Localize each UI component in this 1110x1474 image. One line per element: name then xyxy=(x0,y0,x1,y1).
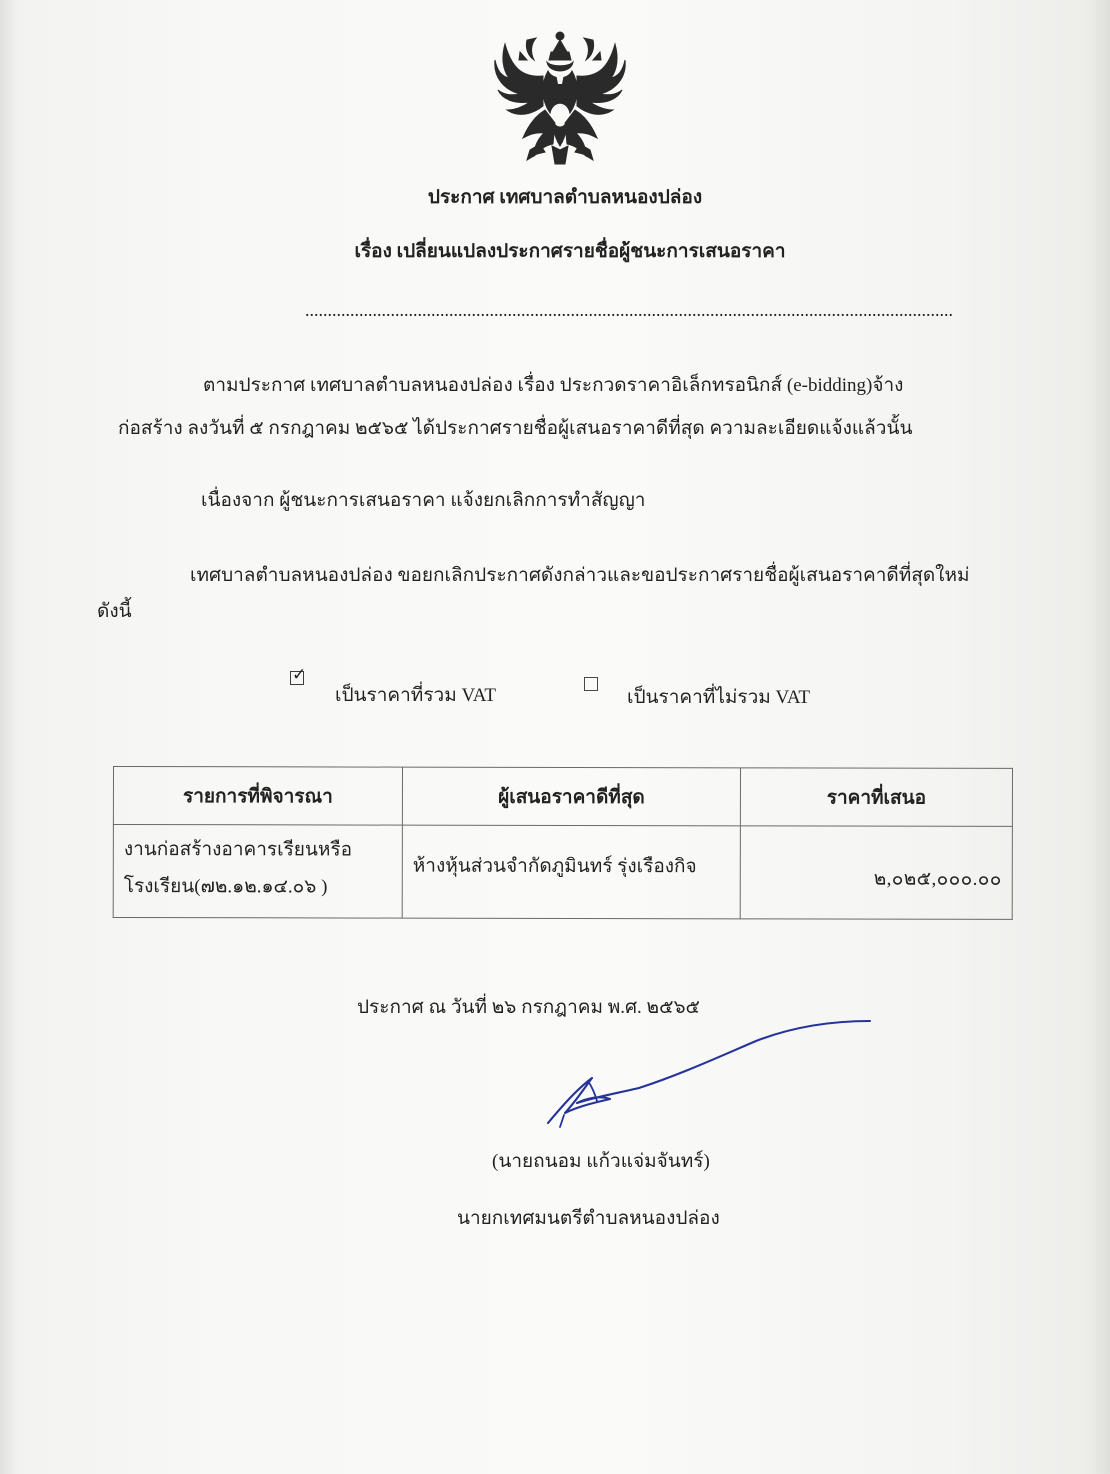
header-best-bidder: ผู้เสนอราคาดีที่สุด xyxy=(402,767,740,826)
signer-title: นายกเทศมนตรีตำบลหนองปล่อง xyxy=(457,1208,720,1229)
table-row xyxy=(113,825,1012,920)
best-bidder-cell xyxy=(402,825,740,919)
signature-icon xyxy=(540,1017,874,1132)
announcement-date: ประกาศ ณ วันที่ ๒๖ กรกฎาคม พ.ศ. ๒๕๖๕ xyxy=(357,997,700,1018)
paragraph-new-announcement-line-2: ดังนี้ xyxy=(97,601,132,622)
paragraph-reference-line-1: ตามประกาศ เทศบาลตำบลหนองปล่อง เรื่อง ประกวดราคาอิเล็กทรอนิกส์ (e-bidding)จ้าง xyxy=(203,375,904,396)
announcement-subject: เรื่อง เปลี่ยนแปลงประกาศรายชื่อผู้ชนะการเสนอราคา xyxy=(354,241,786,262)
considered-item-line-1: งานก่อสร้างอาคารเรียนหรือ xyxy=(123,839,353,861)
dotted-separator: ................................................................................................................................................ xyxy=(305,300,953,320)
header-offered-price: ราคาที่เสนอ xyxy=(740,768,1012,827)
paragraph-reason: เนื่องจาก ผู้ชนะการเสนอราคา แจ้งยกเลิกการทำสัญญา xyxy=(201,490,646,511)
offered-price-value: ๒,๐๒๕,๐๐๐.๐๐ xyxy=(873,868,1002,890)
paragraph-new-announcement-line-1: เทศบาลตำบลหนองปล่อง ขอยกเลิกประกาศดังกล่าวและขอประกาศรายชื่อผู้เสนอราคาดีที่สุดใหม่ xyxy=(190,565,970,586)
announcement-title: ประกาศ เทศบาลตำบลหนองปล่อง xyxy=(427,187,703,208)
winner-price-table xyxy=(113,766,1013,920)
paragraph-reference-line-2: ก่อสร้าง ลงวันที่ ๕ กรกฎาคม ๒๕๖๕ ได้ประกาศรายชื่อผู้เสนอราคาดีที่สุด ความละเอียดแจ้งแล้วนั้น xyxy=(118,418,913,439)
considered-item-line-2: โรงเรียน(๗๒.๑๒.๑๔.๐๖ ) xyxy=(123,876,328,898)
vat-excluded-checkbox xyxy=(584,677,598,691)
vat-included-checkbox xyxy=(290,665,307,685)
considered-item-cell xyxy=(113,825,402,919)
best-bidder-name: ห้างหุ้นส่วนจำกัดภูมินทร์ รุ่งเรืองกิจ xyxy=(412,855,697,878)
header-considered-item: รายการที่พิจารณา xyxy=(113,767,402,826)
checkmark-icon: ✓ xyxy=(292,665,307,685)
table-header-row xyxy=(113,767,1012,827)
vat-excluded-label: เป็นราคาที่ไม่รวม VAT xyxy=(627,687,811,708)
offered-price-cell xyxy=(740,826,1012,920)
vat-included-label: เป็นราคาที่รวม VAT xyxy=(335,685,496,706)
garuda-emblem-icon xyxy=(485,22,635,167)
signer-name: (นายถนอม แก้วแจ่มจันทร์) xyxy=(492,1151,710,1172)
